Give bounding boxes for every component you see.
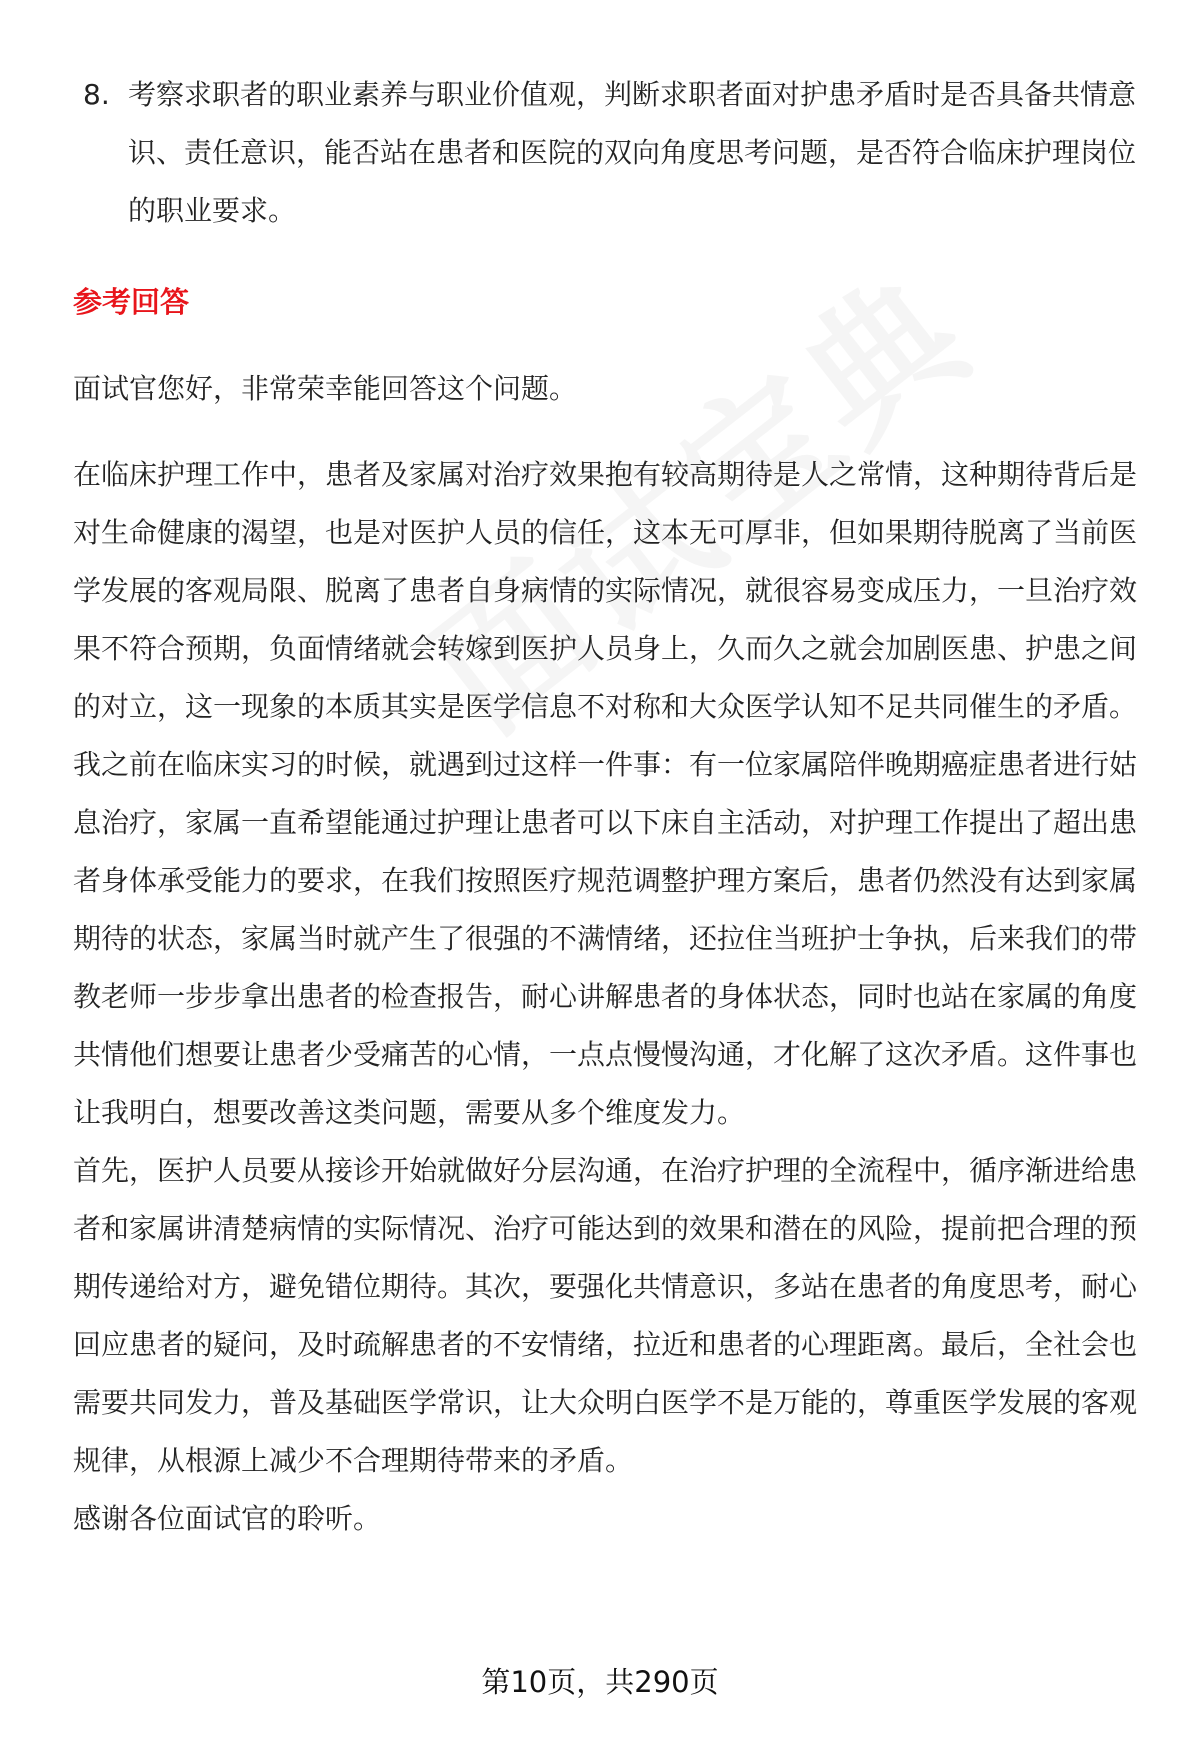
answer-paragraph: 我之前在临床实习的时候，就遇到过这样一件事：有一位家属陪伴晚期癌症患者进行姑息治疗，家属一直希望能通过护理让患者可以下床自主活动，对护理工作提出了超出患者身体承受能力的要求，在我们按照医疗规范调整护理方案后，患者仍然没有达到家属期待的状态，家属当时就产生了很强的不满情绪，还拉住当班护士争执，后来我们的带教老师一步步拿出患者的检查报告，耐心讲解患者的身体状态，同时也站在家属的角度共情他们想要让患者少受痛苦的心情，一点点慢慢沟通，才化解了这次矛盾。这件事也让我明白，想要改善这类问题，需要从多个维度发力。 — [73, 748, 1138, 1129]
answer-greeting: 面试官您好，非常荣幸能回答这个问题。 — [73, 372, 578, 405]
question-list-item — [73, 66, 1148, 240]
page-number: 第10页，共290页 — [481, 1665, 719, 1699]
list-item-number: 8. — [83, 78, 110, 111]
answer-paragraph: 首先，医护人员要从接诊开始就做好分层沟通，在治疗护理的全流程中，循序渐进给患者和家属讲清楚病情的实际情况、治疗可能达到的效果和潜在的风险，提前把合理的预期传递给对方，避免错位期待。其次，要强化共情意识，多站在患者的角度思考，耐心回应患者的疑问，及时疏解患者的不安情绪，拉近和患者的心理距离。最后，全社会也需要共同发力，普及基础医学常识，让大众明白医学不是万能的，尊重医学发展的客观规律，从根源上减少不合理期待带来的矛盾。 — [73, 1154, 1138, 1477]
list-item-text: 考察求职者的职业素养与职业价值观，判断求职者面对护患矛盾时是否具备共情意识、责任意识，能否站在患者和医院的双向角度思考问题，是否符合临床护理岗位的职业要求。 — [128, 78, 1137, 227]
answer-closing: 感谢各位面试官的聆听。 — [73, 1502, 382, 1535]
section-heading: 参考回答 — [73, 285, 190, 319]
answer-paragraph: 在临床护理工作中，患者及家属对治疗效果抱有较高期待是人之常情，这种期待背后是对生命健康的渴望，也是对医护人员的信任，这本无可厚非，但如果期待脱离了当前医学发展的客观局限、脱离了患者自身病情的实际情况，就很容易变成压力，一旦治疗效果不符合预期，负面情绪就会转嫁到医护人员身上，久而久之就会加剧医患、护患之间的对立，这一现象的本质其实是医学信息不对称和大众医学认知不足共同催生的矛盾。 — [73, 458, 1138, 723]
answer-body — [73, 360, 1145, 1548]
